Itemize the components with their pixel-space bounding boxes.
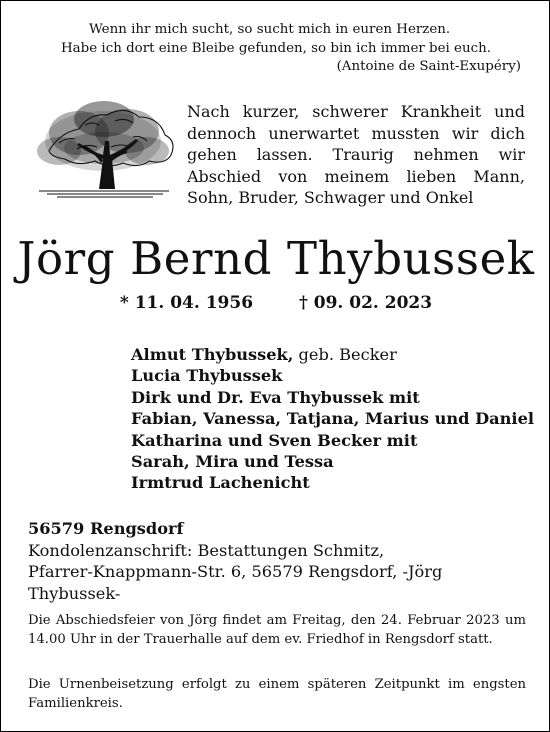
quote-line-2: Habe ich dort eine Bleibe gefunden, so bin ich immer bei euch. — [61, 40, 491, 56]
life-dates — [1, 293, 550, 313]
address-line-1: Kondolenzanschrift: Bestattungen Schmitz, — [28, 540, 385, 560]
quote-author: (Antoine de Saint-Exupéry) — [336, 59, 521, 74]
mourner-line: Irmtrud Lachenicht — [131, 473, 310, 493]
ceremony-notice: Die Abschiedsfeier von Jörg findet am Freitag, den 24. Februar 2023 um 14.00 Uhr in der Trauerhalle auf dem ev. Friedhof in Rengsdorf statt. — [28, 613, 526, 647]
address-block — [28, 518, 538, 604]
address-city: 56579 Rengsdorf — [28, 519, 184, 538]
mourner-line: Sarah, Mira und Tessa — [131, 452, 334, 472]
death-date: † 09. 02. 2023 — [298, 293, 433, 313]
intro-text: Nach kurzer, schwerer Krankheit und dennoch unerwartet mussten wir dich gehen lassen. Traurig nehmen wir Abschied von meinem lieben Mann, Sohn, Bruder, Schwager und Onkel — [187, 102, 525, 208]
birth-date: * 11. 04. 1956 — [119, 293, 254, 313]
quote-line-1: Wenn ihr mich sucht, so sucht mich in euren Herzen. — [89, 22, 451, 37]
mourner-line: Fabian, Vanessa, Tatjana, Marius und Daniel — [131, 409, 535, 429]
mourner-line: Dirk und Dr. Eva Thybussek mit — [131, 387, 420, 407]
mourners-list — [131, 344, 541, 494]
tree-icon — [29, 93, 179, 213]
quote-block — [61, 21, 521, 77]
address-line-2: Pfarrer-Knappmann-Str. 6, 56579 Rengsdorf, -Jörg Thybussek- — [28, 562, 443, 603]
mourner-line: Lucia Thybussek — [131, 366, 283, 386]
mourner-line: Katharina und Sven Becker mit — [131, 430, 418, 450]
burial-notice: Die Urnenbeisetzung erfolgt zu einem späteren Zeitpunkt im engsten Familienkreis. — [28, 677, 526, 711]
mourner-line: Almut Thybussek, geb. Becker — [131, 345, 397, 364]
deceased-name: Jörg Bernd Thybussek — [17, 232, 535, 285]
